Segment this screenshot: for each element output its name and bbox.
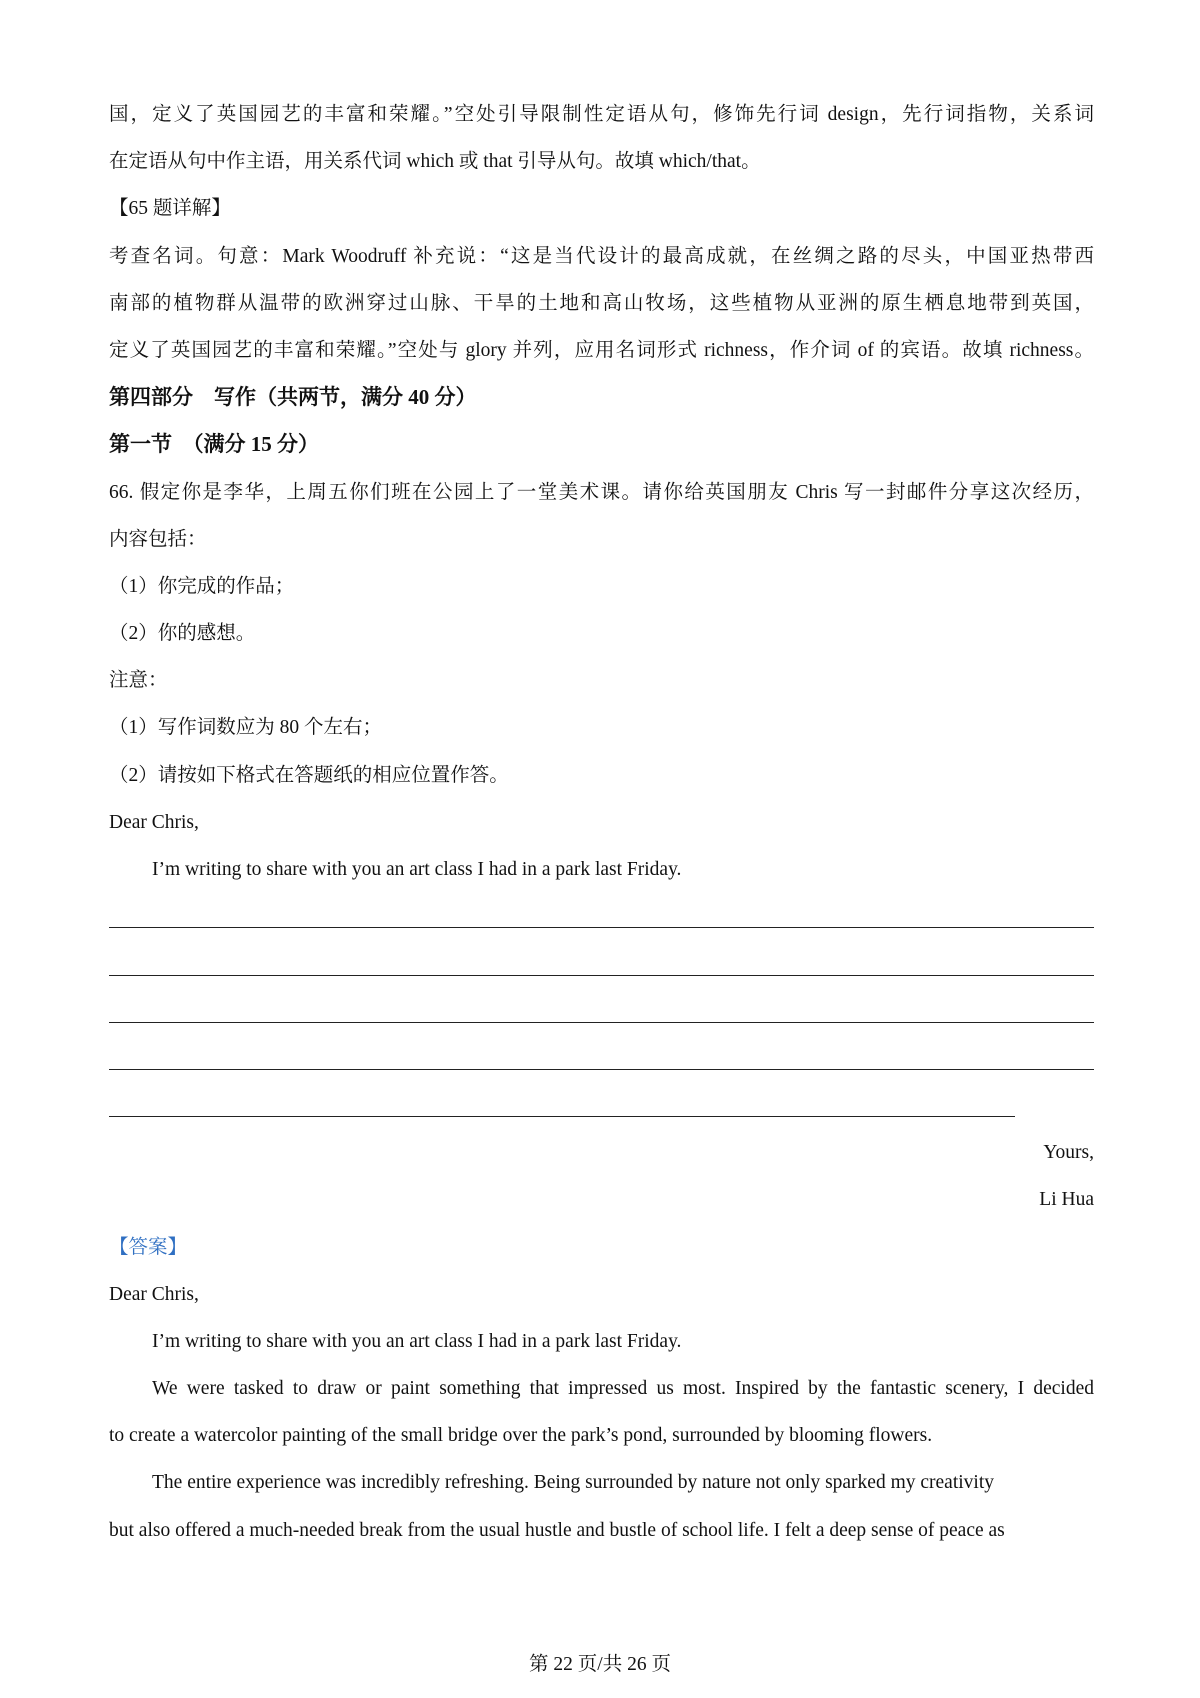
letter-greeting: Dear Chris,: [109, 811, 199, 833]
letter-opening: I’m writing to share with you an art class I had in a park last Friday.: [152, 859, 682, 880]
q66-item: （1）你完成的作品；: [109, 575, 295, 597]
answer-line: [109, 1082, 1094, 1129]
answer-line-text: to create a watercolor painting of the small bridge over the park’s pond, surrounded by blooming flowers.: [109, 1425, 933, 1447]
q66-note-label: 注意：: [109, 670, 168, 692]
letter-signature: Li Hua: [1039, 1189, 1094, 1211]
document-page: [109, 91, 1094, 1554]
q66-note: （2）请按如下格式在答题纸的相应位置作答。: [109, 764, 509, 786]
answer-label: 【答案】: [109, 1236, 188, 1258]
answer-line-text: but also offered a much-needed break from the usual hustle and bustle of school life. I felt a deep sense of peace as: [109, 1519, 1005, 1541]
answer-line: [109, 893, 1094, 940]
q65-line: 南部的植物群从温带的欧洲穿过山脉、干旱的土地和高山牧场，这些植物从亚洲的原生栖息地带到英国，: [109, 292, 1094, 314]
answer-line-text: I’m writing to share with you an art class I had in a park last Friday.: [152, 1330, 682, 1352]
q66-prompt: 内容包括：: [109, 528, 207, 550]
answer-line: [109, 1035, 1094, 1082]
q66-item: （2）你的感想。: [109, 623, 256, 645]
part4-heading: 第四部分 写作（共两节，满分 40 分）: [109, 385, 477, 410]
answer-line-text: We were tasked to draw or paint something that impressed us most. Inspired by the fantastic scenery, I decided: [152, 1378, 1094, 1400]
q66-note: （1）写作词数应为 80 个左右；: [109, 717, 383, 739]
answer-line: [109, 988, 1094, 1035]
explanation-line: 国，定义了英国园艺的丰富和荣耀。”空处引导限制性定语从句，修饰先行词 design，先行词指物，关系词: [109, 104, 1094, 125]
section1-heading: 第一节 （满分 15 分）: [109, 432, 319, 457]
q65-heading: 【65 题详解】: [109, 198, 231, 220]
answer-line: [109, 940, 1094, 987]
q65-line: 考查名词。句意：Mark Woodruff 补充说：“这是当代设计的最高成就，在丝绸之路的尽头，中国亚热带西: [109, 245, 1094, 267]
letter-closing: Yours,: [1043, 1142, 1094, 1164]
q65-line: 定义了英国园艺的丰富和荣耀。”空处与 glory 并列，应用名词形式 richness，作介词 of 的宾语。故填 richness。: [109, 339, 1094, 361]
answer-greeting: Dear Chris,: [109, 1283, 199, 1305]
q66-prompt: 66. 假定你是李华，上周五你们班在公园上了一堂美术课。请你给英国朋友 Chris 写一封邮件分享这次经历，: [109, 481, 1094, 503]
explanation-line: 在定语从句中作主语，用关系代词 which 或 that 引导从句。故填 which/that。: [109, 151, 761, 173]
answer-line-text: The entire experience was incredibly refreshing. Being surrounded by nature not only sparked my creativity: [152, 1472, 995, 1494]
page-number: 第 22 页/共 26 页: [529, 1654, 671, 1675]
